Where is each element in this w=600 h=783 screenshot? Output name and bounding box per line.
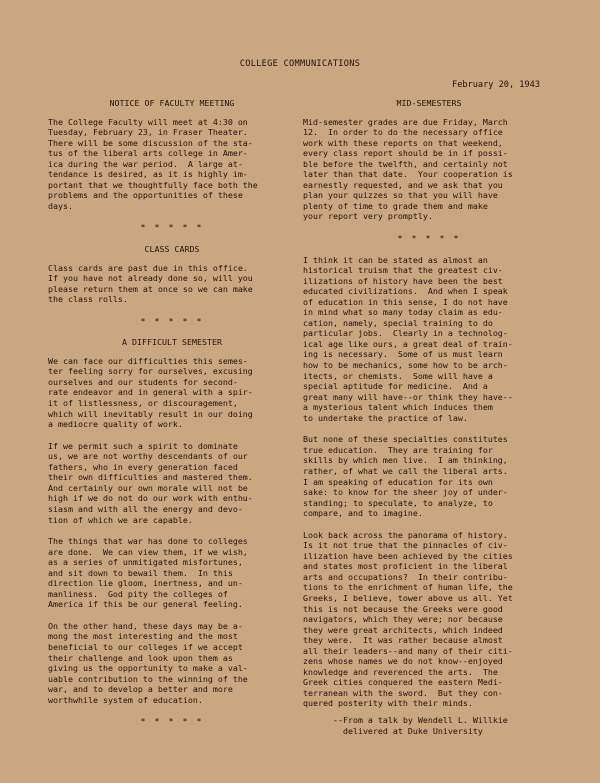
difficult-semester-paragraph: On the other hand, these days may be a- mong the most interesting and the most beneficial to our colleges if we accept their challenge and look upon them as giving us the opportunity to make a val- uable contribution to the winning of the war, and to develop a better and more worthwhile system of education. bbox=[48, 620, 248, 705]
class-cards-heading: CLASS CARDS bbox=[144, 244, 200, 255]
talk-paragraph: I think it can be stated as almost an historical truism that the greatest civ- ilizations of history have been the best educated civilizations. And when I speak of education in this sense, I do not have in mind what so many today claim as edu- cation, namely, special training to do particular jobs. Clearly in a technolog- ical age like ours, a great deal of train- ing is necessary. Some of us must learn how to be mechanics, some how to be arch- itects, or chemists. Some will have a special aptitude for medicine. And a great many will have--or think they have-- a mysterious talent which induces them to undertake the practice of law. bbox=[303, 254, 513, 423]
separator-stars: * * * * * bbox=[397, 233, 461, 244]
separator-stars: * * * * * bbox=[140, 716, 204, 727]
mid-semesters-heading: MID-SEMESTERS bbox=[396, 98, 462, 108]
right-column bbox=[303, 98, 555, 736]
difficult-semester-paragraph: The things that war has done to colleges are done. We can view them, if we wish, as a series of unmitigated misfortunes, and sit down to bewail them. In this direction lie gloom, inertness, and un- manliness. God pity the colleges of America if this be our general feeling. bbox=[48, 536, 248, 610]
difficult-semester-paragraph: We can face our difficulties this semes- ter feeling sorry for ourselves, excusing ourselves and our students for second- rate endeavor and in general with a spir- it of listlessness, or discouragement, which will inevitably result in our doing a mediocre quality of work. bbox=[48, 355, 253, 430]
difficult-semester-paragraph: If we permit such a spirit to dominate us, we are not worthy descendants of our fathers, who in every generation faced their own difficulties and mastered them. And certainly our own morale will not be high if we do not do our work with enthu- siasm and with all the energy and devo- tion of which we are capable. bbox=[48, 440, 253, 525]
separator-stars: * * * * * bbox=[140, 315, 204, 326]
difficult-semester-heading: A DIFFICULT SEMESTER bbox=[122, 337, 222, 348]
faculty-meeting-text: The College Faculty will meet at 4:30 on Tuesday, February 23, in Fraser Theater. There will be some discussion of the sta- tus of the liberal arts college in Amer- ica during the war period. A large at- tendance is desired, as it is highly im- portant that we thoughtfully face both the problems and the opportunities of these days. bbox=[48, 116, 258, 211]
separator-stars: * * * * * bbox=[140, 222, 204, 233]
mid-semesters-text: Mid-semester grades are due Friday, March 12. In order to do the necessary office work with these reports on that weekend, every class report should be in if possi- ble before the twelfth, and certainly not later than that date. Your cooperation is earnestly requested, and we ask that you plan your quizzes so that you will have plenty of time to grade them and make your report very promptly. bbox=[303, 116, 513, 222]
class-cards-text: Class cards are past due in this office. If you have not already done so, will you please return them at once so we can make the class rolls. bbox=[48, 262, 253, 305]
left-column bbox=[48, 98, 296, 727]
faculty-meeting-heading: NOTICE OF FACULTY MEETING bbox=[109, 98, 235, 108]
talk-attribution: --From a talk by Wendell L. Willkie delivered at Duke University bbox=[332, 714, 508, 736]
talk-paragraph: But none of these specialties constitutes true education. They are training for skills by which men live. I am thinking, rather, of what we call the liberal arts. I am speaking of education for its own sake: to know for the sheer joy of under- standing; to speculate, to analyze, to compare, and to imagine. bbox=[303, 434, 508, 519]
talk-paragraph: Look back across the panorama of history. Is it not true that the pinnacles of civ- ilization have been achieved by the cities and states most proficient in the liberal arts and occupations? In their contribu- tions to the enrichment of human life, the Greeks, I believe, tower above us all. Yet this is not because the Greeks were good navigators, which they were; nor because they were great architects, which indeed they were. It was rather because almost all their leaders--and many of their citi- zens whose names we do not know--enjoyed knowledge and reverenced the arts. The Greek cities conquered the eastern Medi- terranean with the sword. But they con- quered posterity with their minds. bbox=[303, 529, 513, 709]
document-date: February 20, 1943 bbox=[452, 80, 540, 90]
document-title: COLLEGE COMMUNICATIONS bbox=[239, 59, 361, 69]
